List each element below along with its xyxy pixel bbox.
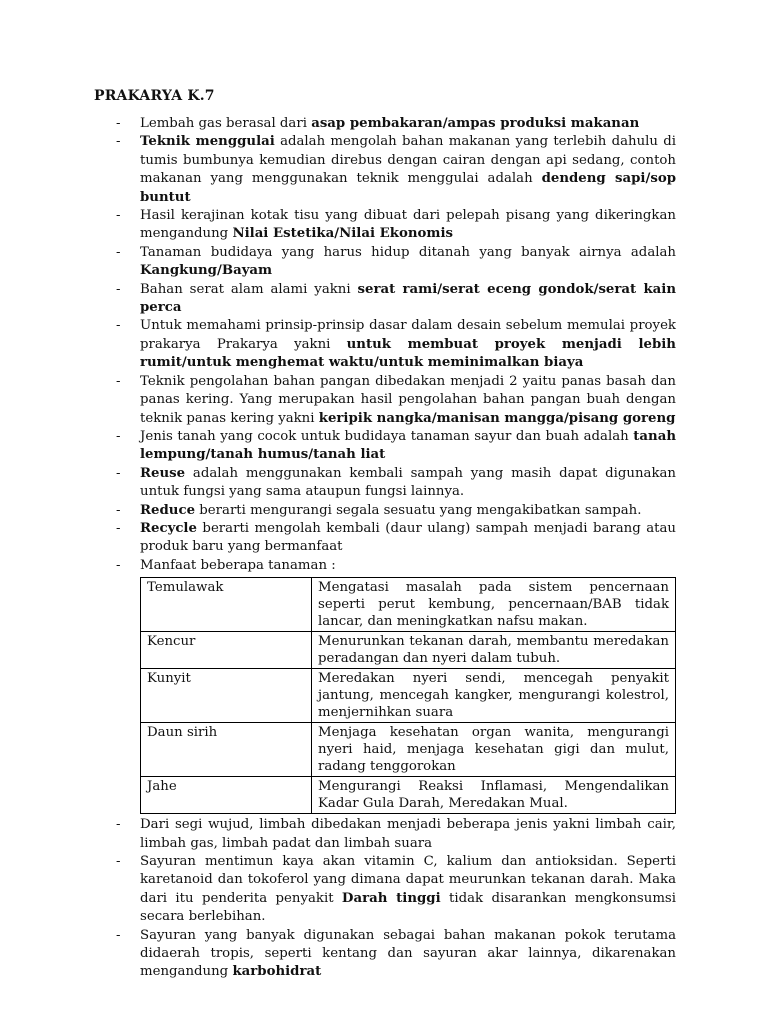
- document-title: PRAKARYA K.7: [94, 88, 215, 104]
- bullet-dash: -: [116, 927, 121, 943]
- bullet-dash: -: [116, 817, 121, 833]
- bold-text: Darah tinggi: [341, 890, 441, 906]
- bold-text: Teknik menggulai: [140, 134, 275, 150]
- plant-name-cell: Jahe: [141, 777, 312, 814]
- bullet-dash: -: [116, 502, 121, 518]
- plant-name-cell: Kunyit: [141, 669, 312, 723]
- plant-benefit-cell: Meredakan nyeri sendi, mencegah penyakit jantung, mencegah kangker, mengurangi kolestrol, menjernihkan suara: [312, 669, 676, 723]
- table-row: [141, 723, 676, 777]
- bold-text: tanah lempung/tanah humus/tanah liat: [140, 428, 676, 463]
- text: berarti mengurangi segala sesuatu yang mengakibatkan sampah.: [195, 502, 642, 518]
- bullet-dash: -: [116, 465, 121, 481]
- bullet-dash: -: [116, 208, 121, 224]
- plant-name-cell: Daun sirih: [141, 723, 312, 777]
- text: Jenis tanah yang cocok untuk budidaya tanaman sayur dan buah adalah: [140, 428, 634, 444]
- list-item: [116, 502, 676, 520]
- bullet-dash: -: [116, 853, 121, 869]
- list-item: [116, 133, 676, 207]
- list-item: [116, 281, 676, 318]
- list-item: [116, 115, 676, 133]
- bullet-dash: -: [116, 520, 121, 536]
- bold-text: asap pembakaran/ampas produksi makanan: [311, 116, 640, 131]
- bullet-dash: -: [116, 134, 121, 150]
- bullet-dash: -: [116, 281, 121, 297]
- text: tidak disarankan mengkonsumsi secara berlebihan.: [140, 890, 676, 925]
- text: Sayuran mentimun kaya akan vitamin C, kalium dan antioksidan. Seperti karetanoid dan tokoferol yang dimana dapat meurunkan tekanan darah. Maka dari itu penderita penyakit: [140, 853, 676, 906]
- list-item: [116, 373, 676, 428]
- bold-text: Reuse: [140, 465, 186, 481]
- bold-text: Kangkung/Bayam: [140, 263, 273, 279]
- text: Hasil kerajinan kotak tisu yang dibuat dari pelepah pisang yang dikeringkan mengandung: [140, 208, 676, 242]
- bold-text: Recycle: [140, 520, 197, 536]
- plant-benefit-table-wrapper: [116, 577, 676, 814]
- table-row: [141, 777, 676, 814]
- text: adalah menggunakan kembali sampah yang masih dapat digunakan untuk fungsi yang sama ataupun fungsi lainnya.: [140, 465, 676, 500]
- plant-benefit-cell: Menjaga kesehatan organ wanita, mengurangi nyeri haid, menjaga kesehatan gigi dan mulut, radang tenggorokan: [312, 723, 676, 777]
- bold-text: dendeng sapi/sop buntut: [140, 171, 676, 205]
- bullet-dash: -: [116, 244, 121, 260]
- text: adalah mengolah bahan makanan yang terlebih dahulu di tumis bumbunya kemudian direbus dengan cairan dengan api sedang, contoh makanan yang menggunakan teknik menggulai adalah: [140, 134, 676, 187]
- text: Manfaat beberapa tanaman :: [140, 557, 336, 573]
- plant-benefit-table: [140, 577, 676, 814]
- text: Untuk memahami prinsip-prinsip dasar dalam desain sebelum memulai proyek prakarya Prakarya yakni: [140, 318, 676, 352]
- plant-name-cell: Temulawak: [141, 578, 312, 632]
- text: Bahan serat alam alami yakni: [140, 281, 358, 297]
- bold-text: untuk membuat proyek menjadi lebih rumit/untuk menghemat waktu/untuk meminimalkan biaya: [140, 336, 676, 371]
- list-item: [116, 927, 676, 982]
- bullet-dash: -: [116, 116, 121, 131]
- table-row: [141, 632, 676, 669]
- table-row: [141, 578, 676, 632]
- text: Teknik pengolahan bahan pangan dibedakan menjadi 2 yaitu panas basah dan panas kering. Yang merupakan hasil pengolahan bahan pangan buah dengan teknik panas kering yakni: [140, 373, 676, 426]
- list-item: [116, 520, 676, 557]
- bold-text: serat rami/serat eceng gondok/serat kain perca: [140, 281, 676, 316]
- bullet-dash: -: [116, 318, 121, 334]
- list-item: [116, 557, 676, 575]
- text: Sayuran yang banyak digunakan sebagai bahan makanan pokok terutama didaerah tropis, seperti kentang dan sayuran akar lainnya, dikarenakan mengandung: [140, 927, 676, 980]
- text: Dari segi wujud, limbah dibedakan menjadi beberapa jenis yakni limbah cair, limbah gas, limbah padat dan limbah suara: [140, 817, 676, 851]
- list-item: [116, 244, 676, 281]
- list-item: [116, 465, 676, 502]
- table-row: [141, 669, 676, 723]
- plant-benefit-cell: Menurunkan tekanan darah, membantu meredakan peradangan dan nyeri dalam tubuh.: [312, 632, 676, 669]
- list-item: [116, 428, 676, 465]
- bold-text: Reduce: [140, 502, 196, 518]
- bold-text: Nilai Estetika/Nilai Ekonomis: [232, 226, 454, 242]
- bullet-dash: -: [116, 557, 121, 573]
- bullet-dash: -: [116, 373, 121, 389]
- plant-benefit-cell: Mengatasi masalah pada sistem pencernaan seperti perut kembung, pencernaan/BAB tidak lancar, dan meningkatkan nafsu makan.: [312, 578, 676, 632]
- text: Lembah gas berasal dari: [140, 116, 312, 131]
- list-item: [116, 207, 676, 244]
- text: berarti mengolah kembali (daur ulang) sampah menjadi barang atau produk baru yang bermanfaat: [140, 520, 676, 555]
- list-item: [116, 317, 676, 372]
- text: Tanaman budidaya yang harus hidup ditanah yang banyak airnya adalah: [140, 244, 676, 260]
- bold-text: karbohidrat: [232, 964, 322, 980]
- plant-name-cell: Kencur: [141, 632, 312, 669]
- plant-benefit-cell: Mengurangi Reaksi Inflamasi, Mengendalikan Kadar Gula Darah, Meredakan Mual.: [312, 777, 676, 814]
- bullet-dash: -: [116, 428, 121, 444]
- note-list: [116, 115, 676, 982]
- bold-text: keripik nangka/manisan mangga/pisang goreng: [318, 410, 676, 426]
- list-item: [116, 816, 676, 853]
- list-item: [116, 853, 676, 927]
